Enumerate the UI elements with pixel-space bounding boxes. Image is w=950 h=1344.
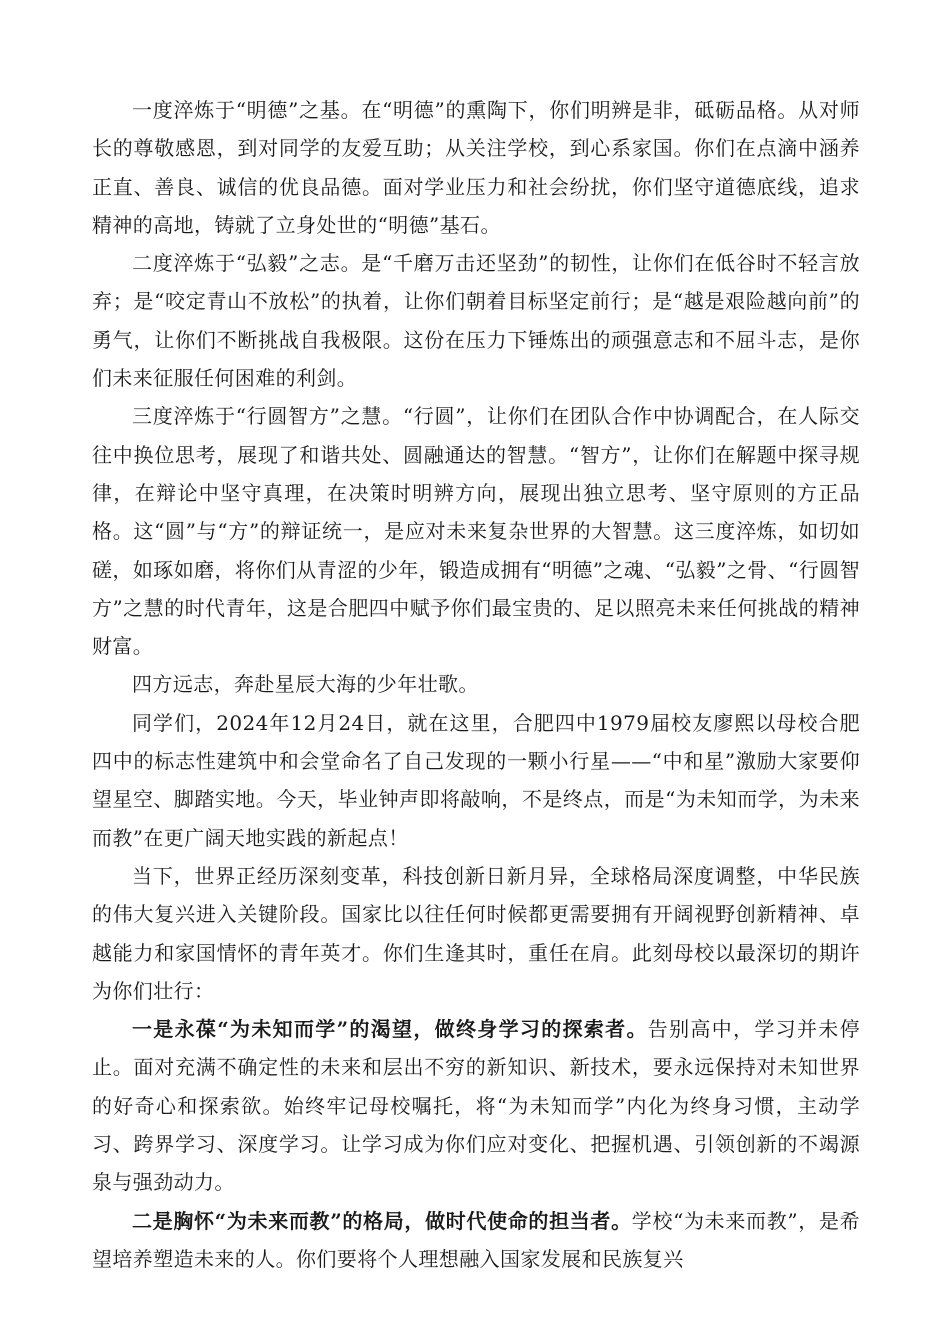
paragraph-text: 告别高中，学习并未停止。面对充满不确定性的未来和层出不穷的新知识、新技术，要永远保持对未知世界的好奇心和探索欲。始终牢记母校嘱托，将“为未知而学”内化为终身习惯，主动学习、跨界学习、深度学习。让学习成为你们应对变化、把握机遇、引领创新的不竭源泉与强劲动力。: [92, 1017, 860, 1195]
paragraph-lead: 二是胸怀“为未来而教”的格局，做时代使命的担当者。: [132, 1208, 632, 1233]
paragraph-text: 一度淬炼于“明德”之基。在“明德”的熏陶下，你们明辨是非，砥砺品格。从对师长的尊敬感恩，到对同学的友爱互助；从关注学校，到心系家国。你们在点滴中涵养正直、善良、诚信的优良品德。面对学业压力和社会纷扰，你们坚守道德底线，追求精神的高地，铸就了立身处世的“明德”基石。: [92, 98, 860, 237]
paragraph-xingyuan-zhifang: [92, 397, 860, 665]
paragraph-text: 四方远志，奔赴星辰大海的少年壮歌。: [132, 672, 479, 697]
paragraph-text: 三度淬炼于“行圆智方”之慧。“行圆”，让你们在团队合作中协调配合，在人际交往中换位思考，展现了和谐共处、圆融通达的智慧。“智方”，让你们在解题中探寻规律，在辩论中坚守真理，在决策时明辨方向，展现出独立思考、坚守原则的方正品格。这“圆”与“方”的辩证统一，是应对未来复杂世界的大智慧。这三度淬炼，如切如磋，如琢如磨，将你们从青涩的少年，锻造成拥有“明德”之魂、“弘毅”之骨、“行圆智方”之慧的时代青年，这是合肥四中赋予你们最宝贵的、足以照亮未来任何挑战的精神财富。: [92, 404, 860, 659]
document-page: [92, 91, 860, 1278]
paragraph-text: 当下，世界正经历深刻变革，科技创新日新月异，全球格局深度调整，中华民族的伟大复兴进入关键阶段。国家比以往任何时候都更需要拥有开阔视野创新精神、卓越能力和家国情怀的青年英才。你们生逢其时，重任在肩。此刻母校以最深切的期许为你们壮行：: [92, 863, 860, 1003]
paragraph-lead: 一是永葆“为未知而学”的渴望，做终身学习的探索者。: [132, 1017, 648, 1042]
paragraph-text: 同学们，2024年12月24日，就在这里，合肥四中1979届校友廖熙以母校合肥四中的标志性建筑中和会堂命名了自己发现的一颗小行星——“中和星”激励大家要仰望星空、脚踏实地。今天，毕业钟声即将敲响，不是终点，而是“为未知而学，为未来而教”在更广阔天地实践的新起点！: [92, 710, 860, 850]
paragraph-expectation-two: [92, 1202, 860, 1279]
paragraph-text: 二度淬炼于“弘毅”之志。是“千磨万击还坚劲”的韧性，让你们在低谷时不轻言放弃；是“咬定青山不放松”的执着，让你们朝着目标坚定前行；是“越是艰险越向前”的勇气，让你们不断挑战自我极限。这份在压力下锤炼出的顽强意志和不屈斗志，是你们未来征服任何困难的利剑。: [92, 251, 860, 391]
paragraph-hongyi: [92, 244, 860, 397]
paragraph-text: 学校“为未来而教”，是希望培养塑造未来的人。你们要将个人理想融入国家发展和民族复兴: [92, 1208, 861, 1271]
paragraph-zhonghe-star: [92, 704, 860, 857]
section-heading-sifang: [92, 665, 860, 703]
paragraph-mingde: [92, 91, 860, 244]
paragraph-current-era: [92, 857, 860, 1010]
paragraph-expectation-one: [92, 1010, 860, 1201]
